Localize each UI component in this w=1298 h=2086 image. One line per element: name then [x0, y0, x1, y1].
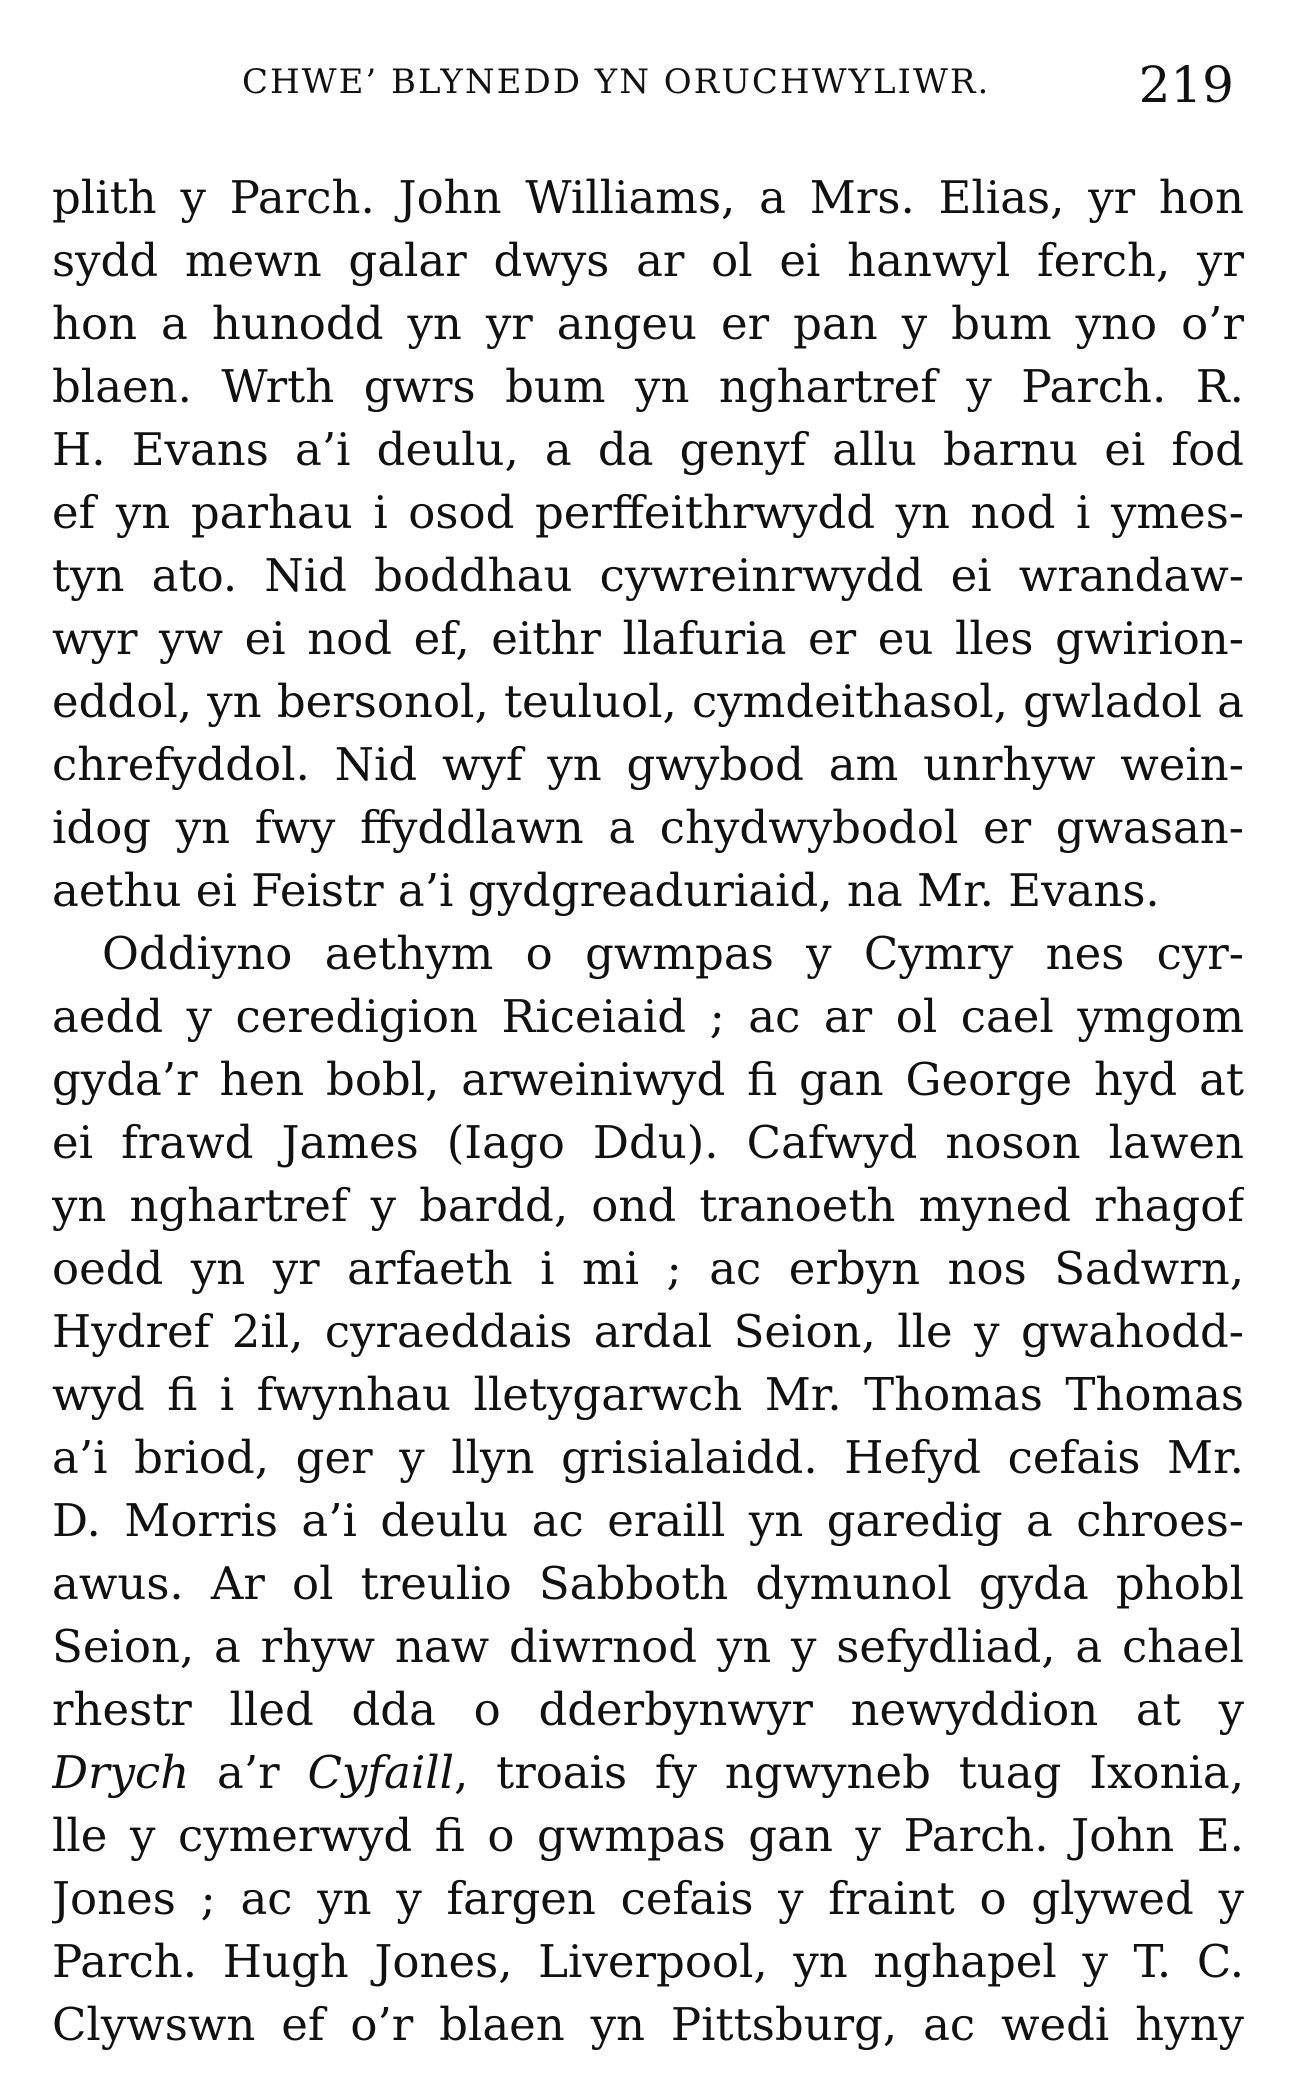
- paragraph-end-line: aethu ei Feistr a’i gydgreaduriaid, na Mr. Evans.: [52, 864, 1160, 917]
- text-line: sydd mewn galar dwys ar ol ei hanwyl ferch, yr: [52, 234, 1244, 287]
- text-line: Hydref 2il, cyraeddais ardal Seion, lle y gwahodd-: [52, 1305, 1244, 1358]
- text-line: oedd yn yr arfaeth i mi ; ac erbyn nos Sadwrn,: [52, 1242, 1244, 1295]
- text-line: Seion, a rhyw naw diwrnod yn y sefydliad, a chael: [52, 1620, 1244, 1673]
- text-fragment: , troais fy ngwyneb tuag Ixonia,: [454, 1746, 1244, 1799]
- text-line: idog yn fwy ffyddlawn a chydwybodol er gwasan-: [52, 801, 1244, 854]
- text-fragment: a’r: [217, 1746, 280, 1799]
- italic-title-cyfaill: Cyfaill: [307, 1746, 454, 1799]
- running-title: CHWE’ BLYNEDD YN ORUCHWYLIWR.: [242, 62, 991, 102]
- text-line: Clywswn ef o’r blaen yn Pittsburg, ac wedi hyny: [52, 1998, 1244, 2051]
- text-line: chrefyddol. Nid wyf yn gwybod am unrhyw wein-: [52, 738, 1244, 791]
- text-line-with-italics: [52, 1741, 1244, 1804]
- text-line: yn nghartref y bardd, ond tranoeth myned rhagof: [52, 1179, 1244, 1232]
- text-line: awus. Ar ol treulio Sabboth dymunol gyda phobl: [52, 1557, 1244, 1610]
- text-line: wyd fi i fwynhau lletygarwch Mr. Thomas Thomas: [52, 1368, 1244, 1421]
- text-line: lle y cymerwyd fi o gwmpas gan y Parch. John E.: [52, 1809, 1244, 1862]
- page-number: 219: [1138, 56, 1234, 114]
- text-line: hon a hunodd yn yr angeu er pan y bum yno o’r: [52, 297, 1244, 350]
- text-line: eddol, yn bersonol, teuluol, cymdeithasol, gwladol a: [52, 675, 1244, 728]
- text-line: Parch. Hugh Jones, Liverpool, yn nghapel y T. C.: [52, 1935, 1244, 1988]
- text-line: rhestr lled dda o dderbynwyr newyddion at y: [52, 1683, 1244, 1736]
- body-text: [52, 166, 1244, 2056]
- text-line: gyda’r hen bobl, arweiniwyd fi gan George hyd at: [52, 1053, 1244, 1106]
- text-line: ei frawd James (Iago Ddu). Cafwyd noson lawen: [52, 1116, 1244, 1169]
- text-line: blaen. Wrth gwrs bum yn nghartref y Parch. R.: [52, 360, 1244, 413]
- text-line: D. Morris a’i deulu ac eraill yn garedig a chroes-: [52, 1494, 1244, 1547]
- text-line: H. Evans a’i deulu, a da genyf allu barnu ei fod: [52, 423, 1244, 476]
- text-line: aedd y ceredigion Riceiaid ; ac ar ol cael ymgom: [52, 990, 1244, 1043]
- text-line: ef yn parhau i osod perffeithrwydd yn nod i ymes-: [52, 486, 1244, 539]
- text-line: a’i briod, ger y llyn grisialaidd. Hefyd cefais Mr.: [52, 1431, 1244, 1484]
- paragraph-start-line: Oddiyno aethym o gwmpas y Cymry nes cyr-: [102, 927, 1244, 980]
- text-line: wyr yw ei nod ef, eithr llafuria er eu lles gwirion-: [52, 612, 1244, 665]
- text-line: Jones ; ac yn y fargen cefais y fraint o glywed y: [52, 1872, 1244, 1925]
- italic-title-drych: Drych: [52, 1746, 190, 1799]
- text-line: tyn ato. Nid boddhau cywreinrwydd ei wrandaw-: [52, 549, 1244, 602]
- text-line: plith y Parch. John Williams, a Mrs. Elias, yr hon: [52, 171, 1244, 224]
